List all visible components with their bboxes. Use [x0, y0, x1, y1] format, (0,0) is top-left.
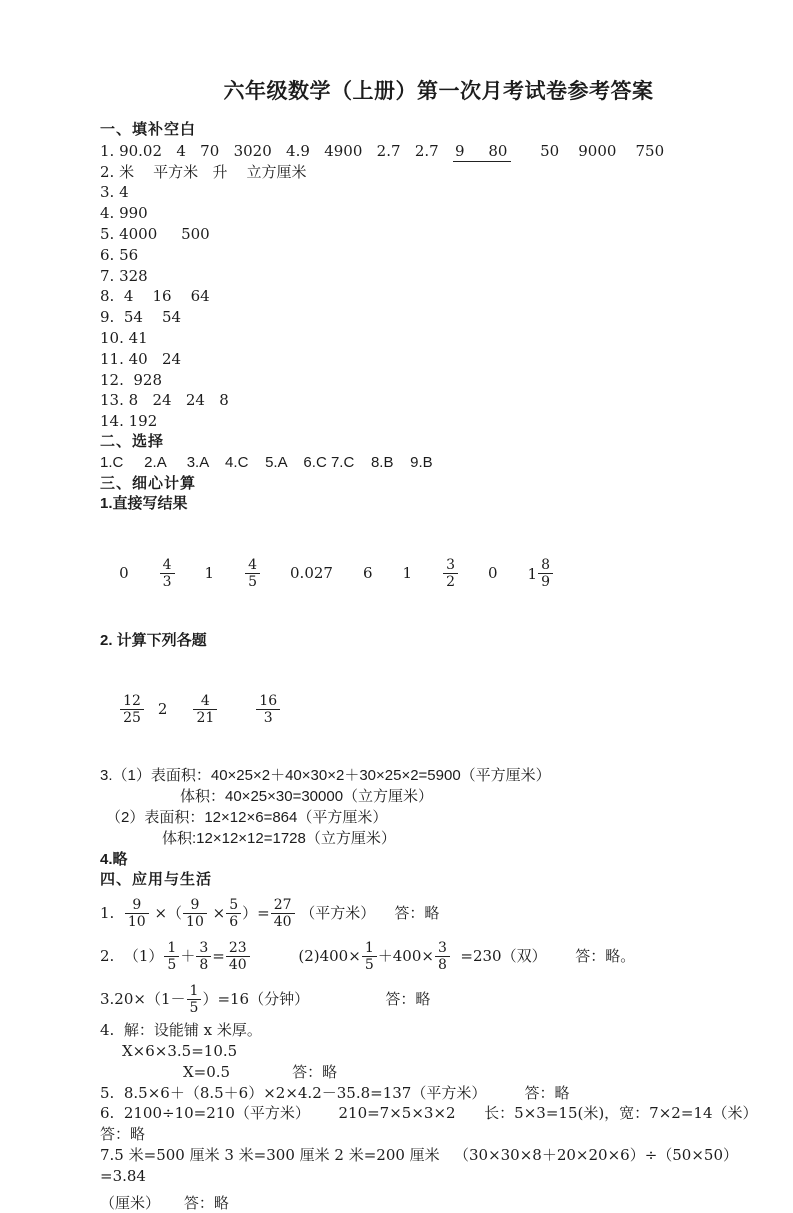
sec4-q6-answer: 答：略 — [100, 1125, 146, 1144]
equation-text: ×（ — [149, 904, 183, 923]
fraction-numerator: 1 — [167, 939, 177, 956]
fraction-numerator: 4 — [200, 692, 210, 709]
fraction — [256, 693, 280, 726]
mixed-number — [527, 557, 554, 591]
fraction — [187, 983, 202, 1016]
fraction-denominator: 9 — [538, 573, 553, 590]
fraction-numerator: 23 — [228, 939, 247, 956]
sec1-answer-line-3: 3. 4 — [100, 183, 129, 202]
sec1-answer-line-11: 11. 40 24 — [100, 349, 182, 368]
fraction-denominator: 5 — [187, 999, 202, 1016]
equation-text: 1. — [100, 904, 124, 923]
sec1-answer-line-7: 7. 328 — [100, 266, 148, 285]
sec1-line1-underlined-answer: 9 80 — [453, 142, 511, 162]
sec4-q4-equation: X×6×3.5=10.5 — [122, 1042, 238, 1061]
fraction — [164, 940, 179, 973]
sec1-answer-line-13: 13. 8 24 24 8 — [100, 391, 229, 410]
mixed-whole: 1 — [527, 564, 538, 583]
section-3-header: 三、细心计算 — [100, 474, 197, 492]
sec1-answer-line-1 — [100, 141, 777, 162]
sec1-answer-line-9: 9. 54 54 — [100, 308, 182, 327]
fraction-denominator: 8 — [196, 956, 211, 973]
fraction-denominator: 5 — [362, 956, 377, 973]
fraction — [125, 897, 149, 930]
fraction-denominator: 40 — [271, 913, 295, 930]
sec2-choice-answers: 1.C 2.A 3.A 4.C 5.A 6.C 7.C 8.B 9.B — [100, 453, 433, 471]
equation-text: 2. （1） — [100, 947, 164, 966]
fraction-denominator: 40 — [226, 956, 250, 973]
section-1-header: 一、填补空白 — [100, 121, 197, 138]
fraction-numerator: 3 — [199, 939, 209, 956]
fraction — [183, 897, 207, 930]
sec3-subheader-1: 1.直接写结果 — [100, 495, 188, 513]
sec1-line1-pre: 1. 90.02 4 70 3020 4.9 4900 2.7 2.7 — [100, 141, 453, 160]
sec1-answer-line-2: 2. 米 平方米 升 立方厘米 — [100, 162, 307, 181]
fraction-numerator: 12 — [123, 692, 141, 709]
sec1-answer-line-6: 6. 56 — [100, 245, 139, 264]
fraction — [160, 557, 175, 590]
sec1-answer-line-14: 14. 192 — [100, 412, 158, 431]
equation-text: （平方米） 答：略 — [295, 904, 440, 923]
fraction — [443, 557, 458, 590]
fraction — [193, 693, 217, 726]
equation-text: = — [212, 947, 225, 966]
fraction — [271, 897, 295, 930]
sec4-q4-solution: X=0.5 答：略 — [183, 1062, 338, 1081]
fraction-numerator: 16 — [259, 692, 278, 709]
equation-text: 3.20×（1－ — [100, 990, 186, 1009]
sec1-answer-line-5: 5. 4000 500 — [100, 224, 210, 243]
equation-text: ＋400× — [377, 947, 434, 966]
direct-results-row — [100, 515, 777, 631]
fraction — [226, 940, 250, 973]
sec4-q2-line — [100, 934, 777, 977]
sec3-q4-omitted: 4.略 — [100, 850, 128, 868]
fraction-denominator: 3 — [160, 573, 175, 590]
fraction-denominator: 6 — [226, 913, 241, 930]
result-value: 0 — [119, 564, 129, 583]
sec1-answer-line-10: 10. 41 — [100, 328, 148, 347]
sec4-q6-line: 6. 2100÷10=210（平方米） 210=7×5×3×2 长：5×3=15(米)，宽：7×2=14（米） — [100, 1104, 758, 1123]
fraction-numerator: 9 — [190, 896, 200, 913]
result-value: 1 — [204, 564, 215, 583]
sec4-q7-answer: （厘米） 答：略 — [100, 1193, 229, 1212]
fraction-numerator: 1 — [364, 939, 374, 956]
sec3-subheader-2: 2. 计算下列各题 — [100, 631, 207, 649]
sec1-answer-line-4: 4. 990 — [100, 204, 148, 223]
fraction-numerator: 1 — [189, 982, 199, 999]
fraction-numerator: 9 — [132, 896, 142, 913]
equation-text: ＋ — [180, 947, 196, 966]
fraction — [245, 557, 260, 590]
fraction-denominator: 8 — [435, 956, 450, 973]
fraction-numerator: 4 — [248, 556, 258, 573]
sec4-q4-setup: 4. 解：设能铺 x 米厚。 — [100, 1021, 262, 1040]
fraction — [226, 897, 241, 930]
result-value: 2 — [157, 700, 168, 719]
fraction — [538, 557, 553, 590]
equation-text: ）=16（分钟） 答：略 — [202, 990, 431, 1009]
result-value: 1 — [402, 564, 413, 583]
sec1-answer-line-12: 12. 928 — [100, 370, 163, 389]
equation-text: =230（双） 答：略。 — [450, 947, 636, 966]
fraction-denominator: 5 — [245, 573, 260, 590]
result-value: 0 — [487, 564, 498, 583]
fraction-numerator: 8 — [541, 557, 550, 574]
calculation-results-row — [100, 651, 777, 766]
fraction-denominator: 10 — [183, 913, 207, 930]
section-2-header: 二、选择 — [100, 432, 165, 450]
equation-text: ）= — [242, 904, 270, 923]
section-4-header: 四、应用与生活 — [100, 871, 213, 889]
sec3-q3-volume-1: 体积：40×25×30=30000（立方厘米） — [180, 788, 434, 806]
sec1-line1-post: 50 9000 750 — [511, 141, 665, 160]
sec1-answer-line-8: 8. 4 16 64 — [100, 287, 210, 306]
fraction — [196, 940, 211, 973]
fraction — [120, 693, 144, 726]
fraction — [435, 940, 450, 973]
fraction-numerator: 3 — [437, 939, 447, 956]
doc-title: 六年级数学（上册）第一次月考试卷参考答案 — [223, 78, 654, 103]
fraction-denominator: 25 — [120, 709, 144, 726]
sec4-q7-line: 7.5 米=500 厘米 3 米=300 厘米 2 米=200 厘米 （30×30×8＋20×20×6）÷（50×50）=3.84 — [100, 1146, 739, 1185]
fraction-denominator: 21 — [193, 709, 217, 726]
sec3-q3-surface-area-2: （2）表面积：12×12×6=864（平方厘米） — [106, 809, 388, 827]
fraction-numerator: 4 — [162, 556, 172, 573]
sec3-q3-volume-2: 体积:12×12×12=1728（立方厘米） — [162, 829, 396, 847]
fraction — [362, 940, 377, 973]
fraction-numerator: 27 — [273, 896, 292, 913]
fraction-numerator: 3 — [446, 556, 455, 573]
sec3-q3-surface-area-1: 3.（1）表面积：40×25×2＋40×30×2＋30×25×2=5900（平方厘米） — [100, 767, 551, 785]
equation-text: × — [207, 904, 226, 923]
fraction-numerator: 5 — [229, 896, 239, 913]
result-value: 6 — [362, 564, 373, 583]
result-value: 0.027 — [290, 564, 333, 583]
fraction-denominator: 10 — [125, 913, 149, 930]
fraction-denominator: 2 — [443, 573, 458, 590]
sec4-q1-line — [100, 891, 777, 934]
fraction-denominator: 5 — [164, 956, 179, 973]
sec4-q3-line — [100, 977, 777, 1020]
sec4-q5-line: 5. 8.5×6＋（8.5＋6）×2×4.2－35.8=137（平方米） 答：略 — [100, 1083, 570, 1102]
fraction-denominator: 3 — [256, 709, 280, 726]
equation-text: (2)400× — [250, 947, 361, 966]
